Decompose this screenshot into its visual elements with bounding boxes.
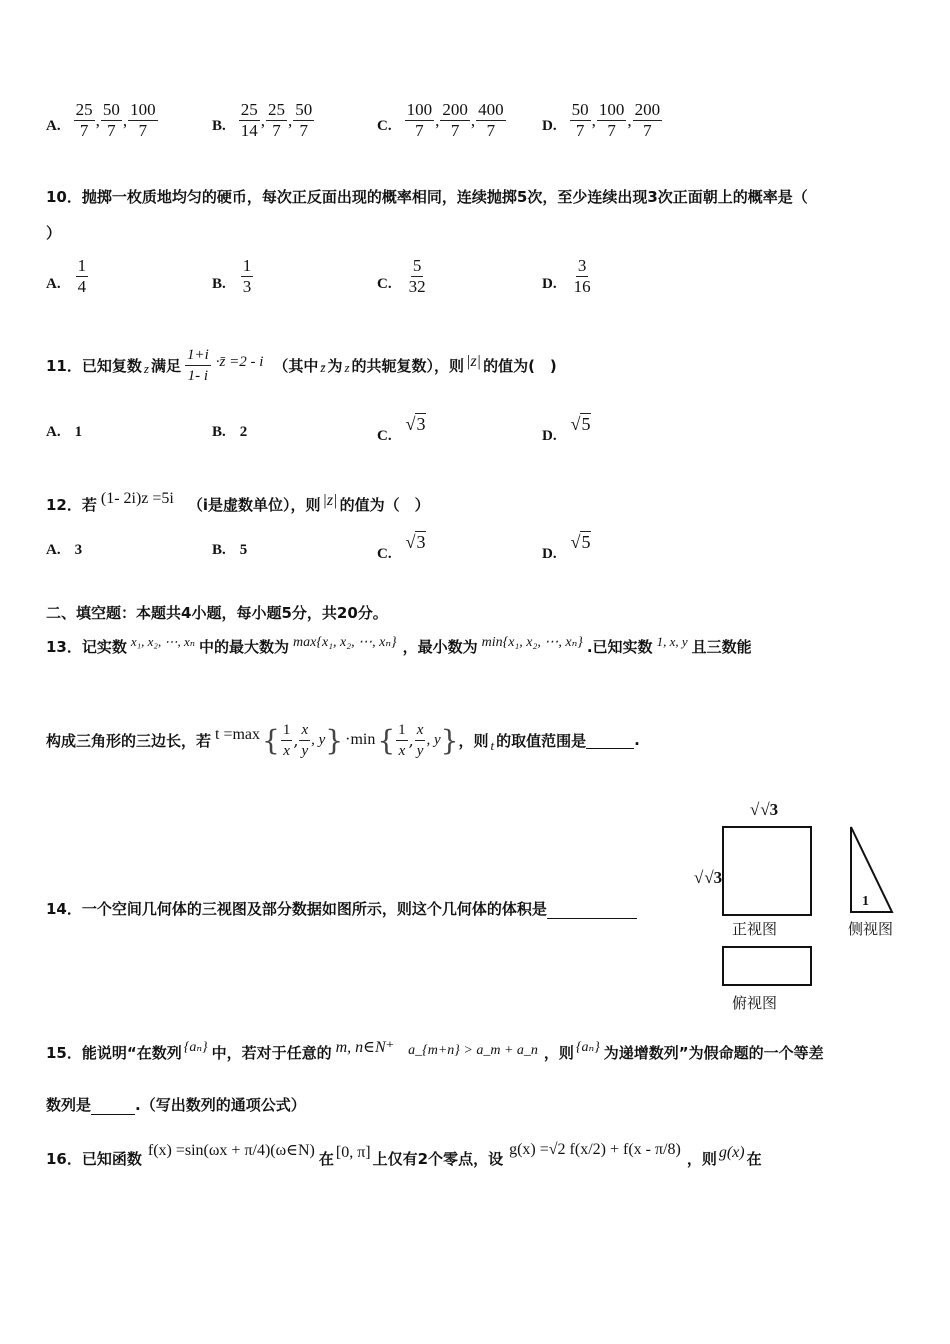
q9-option-b: B. $\frac{25}{14}$ , $\frac{25}{7}$ , $\frac{50}{7}$ xyxy=(212,100,313,140)
question-12: 12．若 (1- 2i)z =5i （i是虚数单位），则 |z| 的值为（ ） xyxy=(46,490,430,514)
question-13-line1: 13．记实数 x₁, x₂, ⋯, xₙ 中的最大数为 max{x₁, x₂, ⋯, xₙ} ，最小数为 min{x₁, x₂, ⋯, xₙ} .已知实数 1, x, y 且三数能 xyxy=(46,634,752,656)
fraction: $\frac{25}{7}$ xyxy=(75,100,93,140)
q12-option-a: A. 3 xyxy=(46,542,83,558)
sqrt: √3 xyxy=(405,414,426,434)
q11-option-c: C. √3 xyxy=(377,414,426,444)
side-view-triangle xyxy=(848,824,896,916)
fraction: $\frac{50}{7}$ xyxy=(295,100,313,140)
fraction: $\frac{400}{7}$ xyxy=(478,100,504,140)
section-heading: 二、填空题：本题共4小题，每小题5分，共20分。 xyxy=(46,604,388,622)
answer-blank[interactable] xyxy=(547,900,637,919)
q9-option-a: A. $\frac{25}{7}$ , $\frac{50}{7}$ , $\frac{100}{7}$ xyxy=(46,100,156,140)
fraction: $\frac{100}{7}$ xyxy=(406,100,433,140)
q11-option-d: D. √5 xyxy=(542,414,591,444)
fraction: $\frac{200}{7}$ xyxy=(634,100,661,140)
fraction: $\frac{100}{7}$ xyxy=(130,100,156,140)
question-11: 11．已知复数 z 满足 $\frac{1+i}{1- i}$ ·z̄ =2 - i （其中 z̄ 为 z 的共轭复数），则 |z| 的值为( ) xyxy=(46,346,557,384)
question-14: 14．一个空间几何体的三视图及部分数据如图所示，则这个几何体的体积是 xyxy=(46,898,637,919)
option-label: A. xyxy=(46,118,61,134)
question-16: 16．已知函数 f(x) =sin(ωx + π/4)(ω∈N) 在 [0, π] 上仅有2个零点，设 g(x) =√2 f(x/2) + f(x - π/8) ，则 g(x) 在 xyxy=(46,1141,762,1168)
question-10-text: 10．抛掷一枚质地均匀的硬币，每次正反面出现的概率相同，连续抛掷5次，至少连续出现3次正面朝上的概率是（ xyxy=(46,188,808,206)
sqrt: √3 xyxy=(405,532,426,552)
q11-option-b: B. 2 xyxy=(212,424,248,440)
option-label: C. xyxy=(377,118,392,134)
q12-option-c: C. √3 xyxy=(377,532,426,562)
fraction: $\frac{100}{7}$ xyxy=(598,100,625,140)
fraction: $\frac{50}{7}$ xyxy=(102,100,120,140)
option-label: D. xyxy=(542,118,557,134)
q10-option-b: B. $\frac{1}{3}$ xyxy=(212,256,252,296)
fraction: $\frac{200}{7}$ xyxy=(442,100,468,140)
answer-blank[interactable] xyxy=(586,732,634,749)
q9-option-d: D. $\frac{50}{7}$ , $\frac{100}{7}$ , $\frac{200}{7}$ xyxy=(542,100,661,140)
fraction: $\frac{3}{16}$ xyxy=(573,256,591,296)
answer-blank[interactable] xyxy=(91,1098,135,1115)
sqrt: √5 xyxy=(570,532,591,552)
fraction: $\frac{1}{x}$ xyxy=(282,721,291,759)
front-side-label: √√3 xyxy=(694,868,723,887)
fraction: $\frac{x}{y}$ xyxy=(416,721,424,759)
front-view-square xyxy=(722,826,812,916)
fraction: $\frac{5}{32}$ xyxy=(408,256,426,296)
side-view-caption: 侧视图 xyxy=(848,920,894,938)
front-view-caption: 正视图 xyxy=(732,920,778,938)
fraction: $\frac{50}{7}$ xyxy=(571,100,589,140)
question-15-line2: 数列是 .（写出数列的通项公式） xyxy=(46,1096,306,1114)
fraction: $\frac{25}{14}$ xyxy=(240,100,258,140)
q12-option-d: D. √5 xyxy=(542,532,591,562)
fraction: $\frac{1}{3}$ xyxy=(242,256,252,296)
top-view-caption: 俯视图 xyxy=(732,994,778,1012)
fraction: $\frac{1}{4}$ xyxy=(77,256,87,296)
fraction: $\frac{1+i}{1- i}$ xyxy=(186,346,209,384)
option-label: B. xyxy=(212,118,226,134)
top-view-rect xyxy=(722,946,812,986)
fraction: $\frac{x}{y}$ xyxy=(301,721,309,759)
q12-option-b: B. 5 xyxy=(212,542,248,558)
q9-option-c: C. $\frac{100}{7}$ , $\frac{200}{7}$ , $\frac{400}{7}$ xyxy=(377,100,504,140)
q10-option-c: C. $\frac{5}{32}$ xyxy=(377,256,426,296)
fraction: $\frac{1}{x}$ xyxy=(398,721,406,759)
side-view-label: 1 xyxy=(862,894,869,909)
q10-option-d: D. $\frac{3}{16}$ xyxy=(542,256,591,296)
question-15-line1: 15．能说明“在数列 {aₙ} 中，若对于任意的 m, n∈N⁺ a_{m+n} > a_m + a_n ，则 {aₙ} 为递增数列”为假命题的一个等差 xyxy=(46,1039,824,1062)
sqrt: √5 xyxy=(570,414,591,434)
q11-option-a: A. 1 xyxy=(46,424,83,440)
front-top-label: √√3 xyxy=(750,800,779,819)
q10-option-a: A. $\frac{1}{4}$ xyxy=(46,256,87,296)
question-10-text-cont: ） xyxy=(46,224,62,242)
question-13-line2: 构成三角形的三边长，若 t =max { $\frac{1}{x}$ , $\frac{x}{y}$ , y } ·min { $\frac{1}{x}$ , $\frac{x}{y}$ , y } ，则 t 的取值范围是 . xyxy=(46,721,640,759)
fraction: $\frac{25}{7}$ xyxy=(268,100,286,140)
